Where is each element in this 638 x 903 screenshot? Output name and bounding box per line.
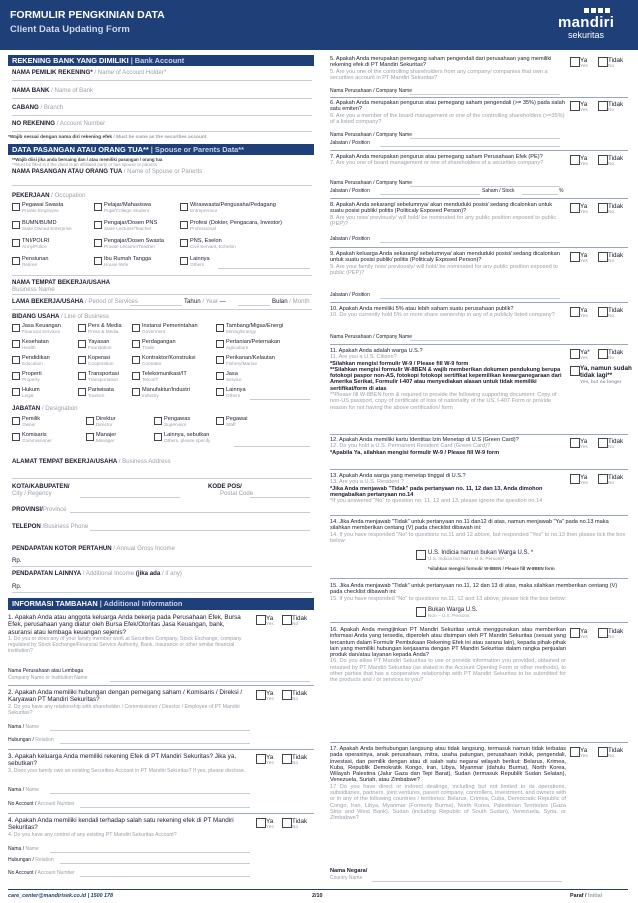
q2-no-checkbox[interactable] [282,690,292,700]
business-option: Tambang/Migas/Energi Mining/Energy [226,323,284,335]
q1-company-label: Nama Perusahaan atau Lembaga [8,668,84,674]
question-8: 8. Apakah Anda sekarang/ sebelumnya/ akan menduduki posisi/ sedang dicalonkan untuk suatu posisi publik/ politis (Politicaly Exposed Person)? 8. Are you now/ previously/ will hold/ be nominated for any public position exposed to public (PEP)? [330,202,557,227]
designation-checkbox[interactable] [216,417,224,425]
business-option: Kontraktor/Konstruksi Contrator [142,355,196,367]
divider [8,813,314,814]
postal-label-en: Postal Code [220,490,254,497]
q15-option: Bukan Warga U.S. Non – U.S. Persons [428,607,478,619]
occupation-option: BUMN/BUMD State Owned Enterprise [22,220,72,232]
other-income-currency: Rp. [12,583,22,590]
q3-no-label: Tidak No [292,754,308,766]
divider [330,578,628,579]
logo-dot [584,8,589,13]
business-checkbox[interactable] [12,372,20,380]
spouse-section-header [8,144,314,155]
q6-no-checkbox[interactable] [598,101,608,111]
q4-account-label: No Account / Account Number [8,870,75,876]
business-option: Telekomunikasi/IT Telco/IT [142,371,187,383]
footer-divider [8,889,628,890]
question-4: 4. Apakah Anda memiliki kendali terhadap salah satu rekening efek di PT Mandiri Sekuritas? 4. Do you have any control of any existing PT Mandiri Sekuritas Account? [8,817,234,838]
business-option: Jasa Keuangan Financial Services [22,323,61,335]
occupation-checkbox[interactable] [94,221,102,229]
q4-relation-label: Hubungan / Relation [8,857,54,863]
q4-yes-checkbox[interactable] [256,818,266,828]
month-label: Bulan / Month [272,298,310,305]
q1-yes-checkbox[interactable] [256,615,266,625]
question-6: 6. Apakah Anda merupakan pengurus atau pemegang saham pengendali (>= 35%) pada salah satu emiten? 6. Are you a member of the board management or one of the controlling shareholders (>=35%) of a listed company? [330,100,565,125]
occupation-option: Ibu Rumah Tangga House Wife [104,256,152,268]
q6-no-label: Tidak No [608,101,624,113]
divider [330,97,628,98]
occupation-other-field[interactable] [218,268,310,269]
business-address-label: ALAMAT TEMPAT BEKERJA/USAHA / Business Address [12,458,171,465]
q11-no-label: Tidak No [608,349,624,361]
q16-no-checkbox[interactable] [598,628,608,638]
q11-no-checkbox[interactable] [598,349,608,359]
bank-note: *Wajib sesuai dengan nama diri rekening efek / Must be same as the securities account [8,135,207,140]
q10-yes-checkbox[interactable] [570,307,580,317]
q8-position-label: Jabatan / Position [330,236,370,242]
q11-yes-checkbox[interactable] [570,349,580,359]
form-title: FORMULIR PENGKINIAN DATA [10,9,165,21]
gross-income-label: PENDAPATAN KOTOR PERTAHUN / Annual Gross Income [12,545,176,552]
q12-yes-checkbox[interactable] [570,438,580,448]
holder-field[interactable] [12,80,312,81]
business-checkbox[interactable] [12,340,20,348]
q6-position-field[interactable] [380,146,560,147]
q7-stock-percent: % [559,188,564,194]
q13-yes-label: Ya Yes [580,474,588,486]
occupation-checkbox[interactable] [94,257,102,265]
q3-yes-label: Ya Yes [266,754,274,766]
designation-option: Pegawai Staff [226,416,248,428]
q5-yes-label: Ya Yes [580,57,588,69]
q2-relation-label: Hubungan / Relation [8,737,54,743]
business-checkbox[interactable] [132,356,140,364]
q6-position-label: Jabatan / Position [330,140,370,146]
employer-name-label-en: Business Name [12,286,55,293]
q3-name-label: Nama / Name [8,787,39,793]
q8-no-label: Tidak No [608,203,624,215]
q6-yes-checkbox[interactable] [570,101,580,111]
q14-option: U.S. Indicia namun bukan Warga U.S. * U.S. Indicia but Non – U.S. Persons* [428,550,534,562]
q7-yes-checkbox[interactable] [570,155,580,165]
duration-label: LAMA BEKERJA/USAHA / Period of Services [12,298,138,305]
question-16: 16. Apakah Anda mengijinkan PT Mandiri Sekuritas untuk menggunakan atau memberikan informasi Anda yang tersedia, diperoleh atau disimpan oleh PT Mandiri Sekuritas (sesuai yang tercantum dalam Formulir Pembukaan Rekening Efek ini atau sarana lain), kepada pihak-pihak lain yang memiliki hubungan kerjasama dengan PT Mandiri Sekuritas dalam rangka penjualan produk dan/atau layanan kepada Anda? 16. Do you allow PT Mandiri Sekuritas to use or provide information you provided, obtained or retained by PT Mandiri Sekuritas (as stated in the Account Opening Form or other methods), to other parties that has a cooperative relationship with PT Mandiri Sekuritas to be submitted for the products and / or services to you? [330,627,566,684]
occupation-checkbox[interactable] [180,203,188,211]
business-checkbox[interactable] [216,340,224,348]
city-label-en: City / Regency [12,490,52,497]
spouse-section-title: DATA PASANGAN ATAU ORANG TUA** [12,145,149,154]
occupation-option: Lainnya Others [190,256,210,268]
q2-yes-label: Ya Yes [266,690,274,702]
q8-yes-checkbox[interactable] [570,203,580,213]
q9-yes-label: Ya Yes [580,252,588,264]
q11-no-longer-label: Ya, namun sudah tidak lagi** Yes, but no longer [580,365,632,385]
divider [8,685,314,686]
occupation-checkbox[interactable] [180,221,188,229]
business-checkbox[interactable] [12,356,20,364]
q3-name-field[interactable] [50,793,250,794]
business-checkbox[interactable] [216,372,224,380]
occupation-checkbox[interactable] [12,257,20,265]
branch-field[interactable] [12,115,312,116]
occupation-option: PNS, Eselon Civil Servant, Echelon [190,238,236,250]
duration-months-field[interactable] [238,305,270,306]
q1-no-checkbox[interactable] [282,615,292,625]
branch-label: CABANG / Branch [12,104,64,111]
q4-relation-field[interactable] [60,863,250,864]
designation-option: Pengawas Supervisor [164,416,191,428]
business-checkbox[interactable] [12,324,20,332]
business-option: Koperasi Cooperation [88,355,114,367]
business-option: Pers & Media Press & Media [88,323,122,335]
q13-no-label: Tidak No [608,474,624,486]
spouse-note-en: **Must be filled in if the client is an affiliated party or has spouse or parents [12,162,157,167]
question-14: 14. Jika Anda menjawab "Tidak" untuk pertanyaan no.11 dan12 di atas, namun menjawab "Ya" pada no.13 maka silahkan memberikan centang (V) pada checklist dibawah ini: 14. If you have responded "No" to questions no.11 and 12 above, but responded "Yes" to no.13 then please tick the box below: [330,519,626,544]
occupation-checkbox[interactable] [180,257,188,265]
business-option: Pendidikan Education [22,355,50,367]
q1-yes-label: Ya Yes [266,615,274,627]
business-checkbox[interactable] [216,356,224,364]
q15-checkbox[interactable] [416,607,426,617]
divider [330,622,628,623]
other-income-label: PENDAPATAN LAINNYA / Additional Income (jika ada / if any) [12,570,182,577]
province-label: PROVINSI/Province [12,506,67,513]
business-checkbox[interactable] [216,388,224,396]
occupation-option: TNI/POLRI Army/Police [22,238,50,250]
bank-section-title: REKENING BANK YANG DIMILIKI [12,56,129,65]
q10-yes-label: Ya Yes [580,307,588,319]
q1-no-label: Tidak No [292,615,308,627]
divider [330,742,628,743]
business-checkbox[interactable] [132,324,140,332]
business-option: Kesehatan Health [22,339,49,351]
business-checkbox[interactable] [78,340,86,348]
designation-checkbox[interactable] [154,417,162,425]
q4-no-checkbox[interactable] [282,818,292,828]
logo-main-text: mandiri [558,14,615,31]
q11-no-longer-checkbox[interactable] [570,366,580,376]
q8-yes-label: Ya Yes [580,203,588,215]
additional-section-title-en: | Additional Information [99,599,183,608]
occupation-checkbox[interactable] [12,221,20,229]
q10-no-label: Tidak No [608,307,624,319]
q17-country-field[interactable] [372,881,562,882]
q7-position-label: Jabatan / Position [330,188,370,194]
occupation-checkbox[interactable] [94,203,102,211]
spouse-note-id: **Wajib diisi jika anda bersaing dan / atau memiliki pasangan / orang tua [12,157,163,162]
q9-yes-checkbox[interactable] [570,252,580,262]
q17-country-label-en: Country Name [330,875,363,881]
q6-yes-label: Ya Yes [580,101,588,113]
page-number: 2/10 [312,893,323,899]
q5-company-label: Nama Perusahaan / Company Name [330,88,412,94]
q14-checkbox[interactable] [416,550,426,560]
province-field[interactable] [70,512,310,513]
q2-name-field[interactable] [50,730,250,731]
occupation-option: Pengajar/Dosen Swasta Private Lecturer/Teacher [104,238,165,250]
business-option: Instansi Pemerintahan Goverment [142,323,198,335]
q5-yes-checkbox[interactable] [570,57,580,67]
occupation-checkbox[interactable] [180,239,188,247]
account-number-field[interactable] [12,131,312,132]
q7-company-field[interactable] [410,186,560,187]
business-checkbox[interactable] [78,372,86,380]
divider [330,434,628,435]
q11-yes-label: Ya* Yes [580,349,590,361]
business-option: Transportasi Transportation [88,371,119,383]
q2-no-label: Tidak No [292,690,308,702]
business-option: Yayasan Foundation [88,339,112,351]
divider [330,150,628,151]
q17-country-label: Nama Negara/ [330,868,368,874]
q14-note: *silahkan mengisi formulir W-8BEN / Please fill W-8BEN form [428,566,555,571]
business-option: Manufaktur/Industri Industry [142,387,190,399]
q3-no-checkbox[interactable] [282,754,292,764]
business-address-field[interactable] [12,478,312,479]
business-option: Hukum Legal [22,387,40,399]
employer-name-label: NAMA TEMPAT BEKERJA/USAHA [12,279,111,286]
city-label: KOTA/KABUPATEN/ [12,483,70,490]
gross-income-field[interactable] [12,566,312,567]
question-2: 2. Apakah Anda memiliki hubungan dengan pemegang saham / Komisaris / Direksi / Karyawan PT Mandiri Sekuritas? 2. Do you have any relationship with shareholder / Commissioner / Director / Employee of PT Mandiri Sekuritas? [8,689,243,716]
occupation-checkbox[interactable] [12,239,20,247]
divider [330,469,628,470]
mandiri-logo [546,8,624,44]
duration-years-field[interactable] [130,305,182,306]
initial-label: Paraf / Initial [570,893,603,899]
business-option: Perikanan/Kelautan Fishery/Marine [226,355,275,367]
q9-position-field[interactable] [380,298,560,299]
question-1: 1. Apakah Anda atau anggota keluarga Anda bekerja pada Perusahaan Efek, Bursa Efek, perusahaan yang diatur oleh Bursa Efek/Otoritas Jasa Keuangan, bank, asuransi atau lembaga keuangan sejenis? 1. Do you or does any of your family member work at Securities Company, Stock Exchange, company regulated by Stock Exchange/Financial Service Authority, Bank, Insurance or other similar financial institution? [8,614,242,655]
q12-yes-label: Ya Yes [580,438,588,450]
divider [330,247,628,248]
business-option: Perdagangan Trade [142,339,176,351]
designation-checkbox[interactable] [12,433,20,441]
q13-yes-checkbox[interactable] [570,474,580,484]
q5-no-label: Tidak No [608,57,624,69]
q16-yes-label: Ya Yes [580,628,588,640]
q2-relation-field[interactable] [60,743,250,744]
q10-company-field[interactable] [410,340,560,341]
logo-dot [591,8,596,13]
occupation-checkbox[interactable] [12,203,20,211]
q12-no-checkbox[interactable] [598,438,608,448]
business-checkbox[interactable] [12,388,20,396]
q6-company-field[interactable] [410,138,560,139]
bank-section-header [8,55,314,66]
divider [8,749,314,750]
occupation-checkbox[interactable] [94,239,102,247]
designation-checkbox[interactable] [86,433,94,441]
q10-company-label: Nama Perusahaan / Company Name [330,334,412,340]
question-3: 3. Apakah keluarga Anda memiliki rekening Efek di PT Mandiri Sekuritas? Jika ya, sebutkan? 3. Does your family own an existing Securities Account in PT Mandiri Sekuritas? If yes, please disclose. [8,753,246,774]
business-option: Jasa Service [226,371,242,383]
q7-no-checkbox[interactable] [598,155,608,165]
divider [12,275,312,276]
line-of-business-label: BIDANG USAHA / Line of Business [12,313,109,320]
q17-no-checkbox[interactable] [598,747,608,757]
q7-stock-field[interactable] [522,194,558,195]
business-option: Pariwisata Tourism [88,387,114,399]
logo-dot [598,8,603,13]
bank-name-field[interactable] [12,98,312,99]
occupation-label: PEKERJAAN / Occupation [12,192,86,199]
q13-no-checkbox[interactable] [598,474,608,484]
q7-yes-label: Ya Yes [580,155,588,167]
additional-section-header [8,598,314,610]
question-15: 15. Jika Anda menjawab "Tidak" untuk pertanyaan no.11, 12 dan 13 di atas, maka silahkan memberikan centang (V) pada checklist dibawah ini: 15. If you have responded "No" to questions no.11, 12 and 13 above, please tick the box below: [330,583,618,602]
business-phone-field[interactable] [90,530,310,531]
q7-company-label: Nama Perusahaan / Company Name [330,180,412,186]
question-12: 12. Apakah Anda memiliki kartu Identitas Izin Menetap di U.S (Green Card)? 12. Do you hold a U.S. Permanent Resident Card (Green Card)? *Apabila Ya, silahkan mengisi formulir W-9 / Please fill W-9 form [330,437,519,456]
q4-account-field[interactable] [80,876,250,877]
designation-option: Komisaris Commissioner [22,432,52,444]
question-13: 13. Apakah Anda warga yang menetap tinggal di U.S.? 13. Are you a U.S. Resident ? *Jika Anda menjawab "Tidak" pada pertanyaan no. 11, 12 dan 13, Anda dimohon mengabaikan pertanyaan no.14 *If you answered "No" to question no. 11, 12 and 13, please ignore the question no.14 [330,473,543,505]
business-other-field[interactable] [250,399,310,400]
business-checkbox[interactable] [78,388,86,396]
q1-company-label-en: Company Name or Institution Name [8,675,88,681]
page-header [0,0,638,50]
question-9: 9. Apakah keluarga Anda sekarang/ sebelumnya/ akan menduduki posisi/ sedang dicalonkan untuk suatu posisi publik/ politis (Politicaly Exposed Person)? 9. Are your family now/ previously/ will hold/ be nominated for any public position exposed to public (PEP)? [330,251,560,276]
additional-section-title: INFORMASI TAMBAHAN [12,599,98,608]
q4-no-label: Tidak No [292,818,308,830]
spouse-name-field[interactable] [12,185,312,186]
q12-no-label: Tidak No [608,438,624,450]
divider [12,309,312,310]
divider [330,198,628,199]
spouse-section-title-en: | Spouse or Parents Data** [150,145,245,154]
q4-name-label: Nama / Name [8,846,39,852]
holder-label: NAMA PEMILIK REKENING* / Name of Account Holder* [12,69,167,76]
logo-sub-text: sekuritas [568,30,605,40]
q1-company-field[interactable] [110,681,310,682]
q17-no-label: Tidak No [608,747,624,759]
q16-no-label: Tidak No [608,628,624,640]
question-10: 10. Apakah Anda memiliki 5% atau lebih saham suatu perusahaan publik? 10. Do you currently hold 5% or more share ownership in any of a publicly listed company? [330,306,555,319]
q16-yes-checkbox[interactable] [570,628,580,638]
occupation-option: Pelajar/Mahasiswa Pupil/College Student [104,202,151,214]
business-checkbox[interactable] [132,388,140,396]
designation-option: Lainnya, sebutkan Others, please specify [164,432,211,444]
occupation-option: Profesi (Dokter, Pengacara, Investor) Professional [190,220,283,232]
designation-option: Direktur Director [96,416,116,428]
business-option: Properti Property [22,371,42,383]
q3-account-label: No Account / Account Number [8,801,75,807]
occupation-option: Wiraswasta/Pengusaha/Pedagang Entrepreneur [190,202,276,214]
q6-company-label: Nama Perusahaan / Company Name [330,132,412,138]
designation-other-field[interactable] [234,446,310,447]
q9-no-checkbox[interactable] [598,252,608,262]
employer-name-field[interactable] [12,294,312,295]
city-field[interactable] [80,497,180,498]
footer-contact: care_center@mandirisek.co.id | 1500 178 [8,893,114,899]
q7-position-field[interactable] [380,194,480,195]
postal-label: KODE POS/ [208,483,242,490]
account-number-label: NO REKENING / Account Number [12,120,106,127]
business-checkbox[interactable] [78,356,86,364]
q7-stock-label: Saham / Stock [482,188,515,194]
form-subtitle: Client Data Updating Form [10,24,130,35]
occupation-option: Pensiunan Retiree [22,256,49,268]
designation-option: Manajer Manager [96,432,117,444]
designation-checkbox[interactable] [12,417,20,425]
year-label: Tahun / Year — [184,298,226,305]
q4-name-field[interactable] [50,852,250,853]
q7-no-label: Tidak No [608,155,624,167]
q8-no-checkbox[interactable] [598,203,608,213]
q5-no-checkbox[interactable] [598,57,608,67]
q10-no-checkbox[interactable] [598,307,608,317]
designation-label: JABATAN / Designation [12,405,78,412]
business-checkbox[interactable] [132,340,140,348]
designation-checkbox[interactable] [86,417,94,425]
postal-field[interactable] [250,497,310,498]
q2-yes-checkbox[interactable] [256,690,266,700]
q2-name-label: Nama / Name [8,724,39,730]
logo-dot [605,8,610,13]
divider [330,344,628,345]
occupation-option: Pegawai Swasta Private Employee [22,202,64,214]
q5-company-field[interactable] [410,94,560,95]
q17-yes-label: Ya Yes [580,747,588,759]
question-17: 17. Apakah Anda berhubungan langsung atau tidak langsung, termasuk namun tidak terbatas pada operasinya, anak perusahaan, mitra, usaha patungan, perusahaan induk, pengendali, investasi, dan pemilik dengan atau di salah satu negara/ wilayah berikut: Belarus, Krimea, Kuba, Republik Demokratik Kongo, Iran, Libya, Myanmar (dahulu Burma), North Korea, Wilayah Palestina (Jalur Gaza dan Tepi Barat), Sudan (termasuk Republik Sudan Selatan), Venezuela, Suriah, atau Zimbabwe? 17 Do you have direct or indirect dealings, including but not limited to its operations, subsidiaries, partners, joint ventures, parent company, controllers, investment, and owners with or in any of the following countries / territories: Belarus, Crimea, Cuba, Democratic Republic of Congo, Iran, Libya, Myanmar (Formerly Burma), North Korea, Palestinian Territories (Gaza Strip and West Bank), Sudan (including Republic of South Sudan), Venezuela, Syria, or Zimbabwe? [330,746,566,822]
divider [330,515,628,516]
designation-option: Pemilik Owner [22,416,41,428]
q9-position-label: Jabatan / Position [330,292,370,298]
bank-name-label: NAMA BANK / Name of Bank [12,87,94,94]
gross-income-currency: Rp. [12,557,22,564]
divider [330,302,628,303]
business-option: Lainnya Others [226,387,246,399]
question-11: 11. Apakah Anda adalah warga U.S.? 11. Are you a U.S. Citizen? *Silahkan mengisi formulir W-9 / Please fill W-9 form **Silahkan mengisi formulir W-8BEN & wajib memberikan dokumen pendukung berupa fotokopi paspor non-AS, fotokopi fotokopi sertifikat kepemilikan kewarganegaraan dari Amerika Serikat, Formulir I-407 atau menyediakan alasan untuk tidak memiliki sertifikat/form di atas **Please fill W-8BEN form & required to provide the following supporting document: Copy of non-US passport, copy of certificate of loss of nationality of the US, I-407 Form or provide reason for not having the above certification/ form [330,348,562,411]
q4-yes-label: Ya Yes [266,818,274,830]
business-phone-label: TELEPON /Business Phone [12,523,89,530]
occupation-option: Pengajar/Dosen PNS State Lecturer/Teacher [104,220,158,232]
question-7: 7. Apakah Anda merupakan pengurus atau pemegang saham Perusahaan Efek (PE)? 7. Are you one of board management or one of shareholders of a securities company? [330,154,544,167]
designation-checkbox[interactable] [154,433,162,441]
q3-yes-checkbox[interactable] [256,754,266,764]
bank-section-title-en: | Bank Account [130,56,185,65]
business-checkbox[interactable] [78,324,86,332]
other-income-field[interactable] [12,592,312,593]
question-5: 5. Apakah Anda merupakan pemegang saham pengendali dari perusahaan yang memiliki rekening efek di PT Mandiri Sekuritas? 5. Are you one of the controlling shareholders from any company/ companies that own a securities account in PT Mandiri Sekuritas? [330,56,552,81]
business-option: Pertanian/Peternakan Agriculture [226,339,281,351]
business-checkbox[interactable] [216,324,224,332]
spouse-name-label: NAMA PASANGAN ATAU ORANG TUA / Name of Spouse or Parents [12,168,203,175]
q3-account-field[interactable] [80,807,250,808]
q17-yes-checkbox[interactable] [570,747,580,757]
q8-position-field[interactable] [380,242,560,243]
business-checkbox[interactable] [132,372,140,380]
q9-no-label: Tidak No [608,252,624,264]
